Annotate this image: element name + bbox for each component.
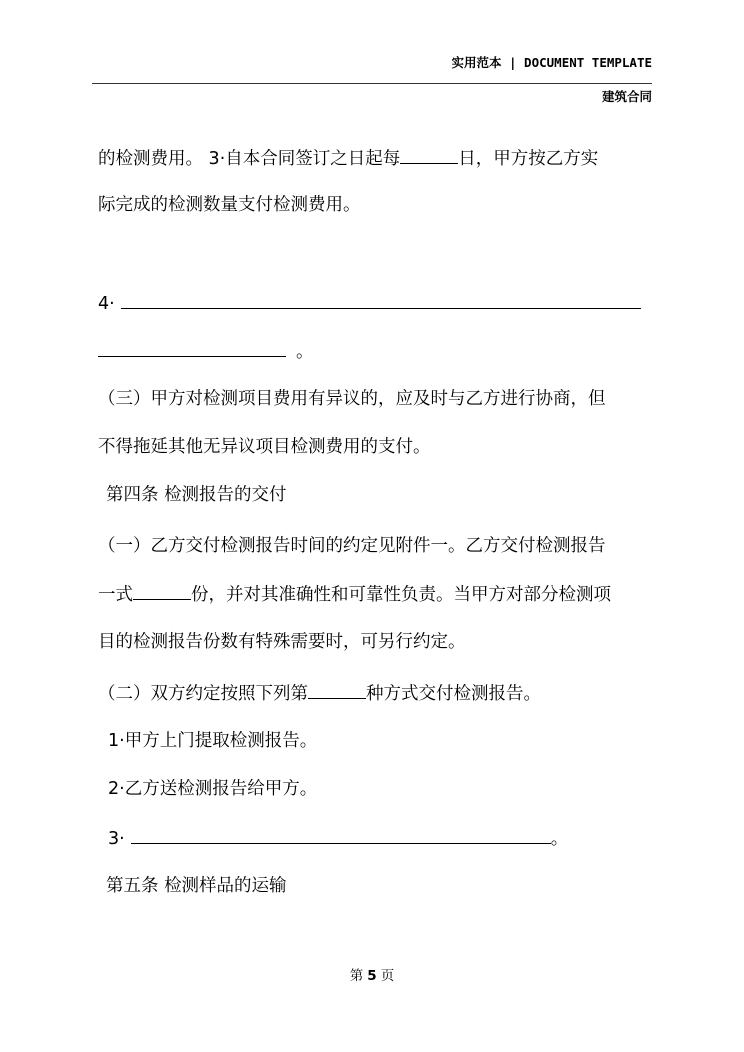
text-segment: 日，甲方按乙方实 xyxy=(458,149,599,169)
paragraph-line: 2·乙方送检测报告给甲方。 xyxy=(108,779,318,799)
fill-blank xyxy=(131,826,551,844)
fill-blank xyxy=(133,582,191,600)
section-heading: 第四条 检测报告的交付 xyxy=(106,485,287,505)
paragraph-line: （三）甲方对检测项目费用有异议的，应及时与乙方进行协商，但 xyxy=(98,389,606,409)
fill-blank xyxy=(121,291,641,309)
text-segment: 。 xyxy=(296,342,314,362)
item-number: 3· xyxy=(108,829,125,849)
fill-blank xyxy=(308,681,366,699)
paragraph-line: （一）乙方交付检测报告时间的约定见附件一。乙方交付检测报告 xyxy=(98,536,606,556)
paragraph-line: 不得拖延其他无异议项目检测费用的支付。 xyxy=(98,437,431,457)
paragraph-line xyxy=(98,681,654,706)
paragraph-line: 际完成的检测数量支付检测费用。 xyxy=(98,195,361,215)
paragraph-line xyxy=(98,339,654,364)
header-subtitle: 建筑合同 xyxy=(601,89,652,104)
text-segment: 份，并对其准确性和可靠性负责。当甲方对部分检测项 xyxy=(191,585,611,605)
text-segment: 。 xyxy=(550,829,569,849)
text-segment: 的检测费用。 3·自本合同签订之日起每 xyxy=(98,149,401,169)
page-number-value: 5 xyxy=(367,968,377,984)
text-segment: （二）双方约定按照下列第 xyxy=(98,684,308,704)
paragraph-line xyxy=(108,826,664,851)
paragraph-line: 1·甲方上门提取检测报告。 xyxy=(108,731,318,751)
page-number-suffix: 页 xyxy=(380,968,395,984)
paragraph-line xyxy=(98,582,654,607)
paragraph-line: 目的检测报告份数有特殊需要时，可另行约定。 xyxy=(98,632,466,652)
item-number: 4· xyxy=(98,294,115,314)
text-segment: 种方式交付检测报告。 xyxy=(366,684,541,704)
fill-blank xyxy=(98,339,286,357)
header-title: 实用范本 | DOCUMENT TEMPLATE xyxy=(451,55,652,70)
section-heading: 第五条 检测样品的运输 xyxy=(106,876,287,896)
page-number-prefix: 第 xyxy=(349,968,364,984)
header-rule xyxy=(92,83,652,84)
page-number xyxy=(0,964,744,984)
fill-blank xyxy=(400,146,458,164)
paragraph-line xyxy=(98,291,654,316)
text-segment: 一式 xyxy=(98,585,133,605)
paragraph-line xyxy=(98,146,654,171)
